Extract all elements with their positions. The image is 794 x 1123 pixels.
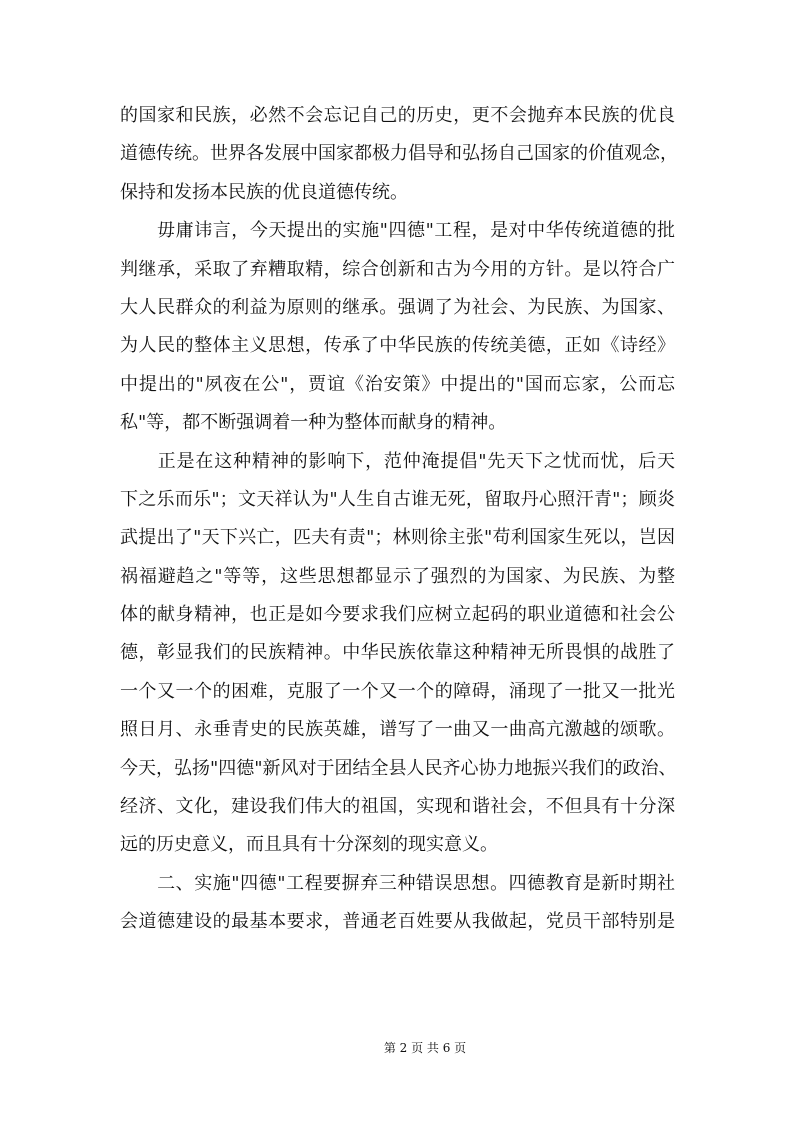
text-line: 道德传统。世界各发展中国家都极力倡导和弘扬自己国家的价值观念， <box>120 143 678 165</box>
text-line: 正是在这种精神的影响下，范仲淹提倡"先天下之忧而忧，后天 <box>120 450 675 472</box>
text-line: 远的历史意义，而且具有十分深刻的现实意义。 <box>120 834 498 856</box>
paragraph-2 <box>120 212 675 442</box>
text-line: 祸福避趋之"等等，这些思想都显示了强烈的为国家、为民族、为整 <box>120 565 675 587</box>
text-line: 武提出了"天下兴亡，匹夫有责"；林则徐主张"苟利国家生死以，岂因 <box>120 527 675 549</box>
text-line: 私"等，都不断强调着一种为整体而献身的精神。 <box>120 412 507 434</box>
text-line: 保持和发扬本民族的优良道德传统。 <box>120 181 408 203</box>
text-line: 判继承，采取了弃糟取精，综合创新和古为今用的方针。是以符合广 <box>120 258 675 280</box>
text-line: 为人民的整体主义思想，传承了中华民族的传统美德，正如《诗经》 <box>120 335 675 357</box>
text-line: 大人民群众的利益为原则的继承。强调了为社会、为民族、为国家、 <box>120 296 675 318</box>
text-line: 中提出的"夙夜在公"，贾谊《治安策》中提出的"国而忘家，公而忘 <box>120 373 675 395</box>
text-line: 的国家和民族，必然不会忘记自己的历史，更不会抛弃本民族的优良 <box>120 105 675 126</box>
text-line: 今天，弘扬"四德"新风对于团结全县人民齐心协力地振兴我们的政治、 <box>120 757 677 779</box>
text-line: 会道德建设的最基本要求，普通老百姓要从我做起，党员干部特别是 <box>120 911 675 933</box>
text-line: 一个又一个的困难，克服了一个又一个的障碍，涌现了一批又一批光 <box>120 680 675 702</box>
text-line: 经济、文化，建设我们伟大的祖国，实现和谐社会，不但具有十分深 <box>120 796 675 818</box>
page-number-footer: 第 2 页 共 6 页 <box>383 1041 467 1055</box>
text-line: 照日月、永垂青史的民族英雄，谱写了一曲又一曲高亢激越的颂歌。 <box>120 719 675 741</box>
text-line: 下之乐而乐"；文天祥认为"人生自古谁无死，留取丹心照汗青"；顾炎 <box>120 488 675 510</box>
paragraph-4 <box>120 865 675 942</box>
text-line: 德，彰显我们的民族精神。中华民族依靠这种精神无所畏惧的战胜了 <box>120 642 675 664</box>
text-line: 体的献身精神，也正是如今要求我们应树立起码的职业道德和社会公 <box>120 604 675 626</box>
paragraph-1 <box>120 97 678 212</box>
paragraph-3 <box>120 443 675 865</box>
text-line: 毋庸讳言，今天提出的实施"四德"工程，是对中华传统道德的批 <box>120 220 675 242</box>
text-line: 二、实施"四德"工程要摒弃三种错误思想。四德教育是新时期社 <box>120 872 675 894</box>
document-body <box>120 97 678 942</box>
